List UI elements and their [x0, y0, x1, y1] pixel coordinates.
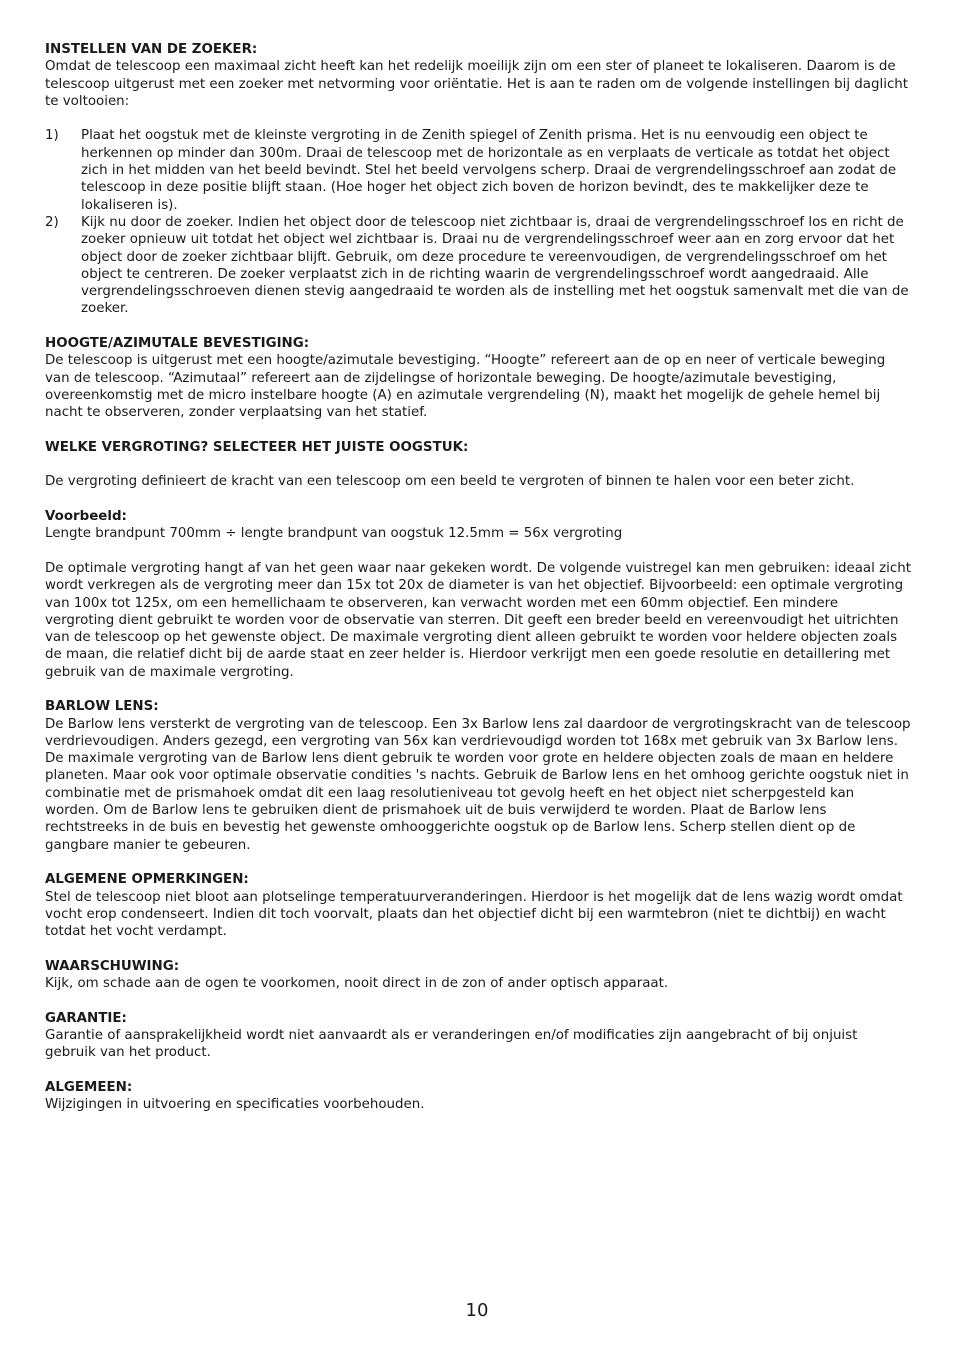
- paragraph: Garantie of aansprakelijkheid wordt niet aanvaardt als er veranderingen en/of modificaties zijn aangebracht of bij onjuist gebruik van het product.: [45, 1027, 858, 1061]
- section: [45, 958, 911, 993]
- step-item: [45, 127, 911, 213]
- paragraph: De Barlow lens versterkt de vergroting van de telescoop. Een 3x Barlow lens zal daardoor de vergrotingskracht van de telescoop verdrievoudigen. Anders gezegd, een vergroting van 56x kan verdrievoudigd worden tot 168x met gebruik van 3x Barlow lens. De maximale vergroting van de Barlow lens dient gebruik te worden voor grote en heldere objecten zoals de maan en heldere planeten. Maar ook voor optimale observatie condities 's nachts. Gebruik de Barlow lens en het omhoog gerichte oogstuk niet in combinatie met de prismahoek omdat dit een laag resolutieniveau tot gevolg heeft en het object niet scherpgesteld kan worden. Om de Barlow lens te gebruiken dient de prismahoek uit de buis verwijderd te worden. Plaat de Barlow lens rechtstreeks in de buis en bevestig het gewenste omhooggerichte oogstuk op de Barlow lens. Scherp stellen dient op de gangbare manier te gebeuren.: [45, 716, 911, 853]
- paragraph: Wijzigingen in uitvoering en specificaties voorbehouden.: [45, 1097, 425, 1113]
- paragraph: Kijk, om schade aan de ogen te voorkomen, nooit direct in de zon of ander optisch apparaat.: [45, 976, 669, 992]
- section-heading: WELKE VERGROTING? SELECTEER HET JUISTE OOGSTUK:: [45, 439, 469, 455]
- page-number: 10: [465, 1300, 489, 1321]
- section: [45, 1079, 911, 1114]
- document-body: [45, 41, 911, 1131]
- section: [45, 335, 911, 421]
- numbered-steps: [45, 127, 911, 317]
- section-heading: BARLOW LENS:: [45, 699, 159, 715]
- paragraph: De optimale vergroting hangt af van het geen waar naar gekeken wordt. De volgende vuistregel kan men gebruiken: ideaal zicht wordt verkregen als de vergroting meer dan 15x tot 20x de diameter is van het objectief. Bijvoorbeeld: een optimale vergroting van 100x tot 125x, om een hemellichaam te observeren, kan verwacht worden met een 60mm objectief. Een mindere vergroting dient gebruikt te worden voor de observatie van sterren. Dit geeft een breder beeld en vereenvoudigt het uitrichten van de telescoop op het gewenste object. De maximale vergroting dient alleen gebruikt te worden voor heldere objecten zoals de maan, die relatief dicht bij de aarde staat en zeer helder is. Hierdoor verkrijgt men een goede resolutie en detaillering met gebruik van de maximale vergroting.: [45, 560, 911, 680]
- section: [45, 508, 911, 681]
- step-text: Plaat het oogstuk met de kleinste vergroting in de Zenith spiegel of Zenith prisma. Het is nu eenvoudig een object te herkennen op minder dan 300m. Draai de telescoop met de horizontale as en verplaats de verticale as totdat het object zich in het midden van het beeld bevindt. Stel het beeld vervolgens scherp. Draai de vergrendelingsschroef aan zodat de telescoop in deze positie blijft staan. (Hoe hoger het object zich boven de horizon bevindt, des te makkelijker deze te lokaliseren is).: [81, 128, 897, 213]
- spacer: [45, 456, 911, 473]
- step-text: Kijk nu door de zoeker. Indien het object door de telescoop niet zichtbaar is, draai de vergrendelingsschroef los en richt de zoeker opnieuw uit totdat het object wel zichtbaar is. Draai nu de vergrendelingsschroef weer aan en zorg ervoor dat het object door de zoeker zichtbaar blijft. Gebruik, om deze procedure te vereenvoudigen, de vergrendelingsschroef om het object te centreren. De zoeker verplaatst zich in de richting waarin de vergrendelingsschroef wordt aangedraaid. Alle vergrendelingsschroeven dienen stevig aangedraaid te worden als de instelling met het oogstuk samenvalt met die van de zoeker.: [81, 214, 909, 317]
- paragraph: De telescoop is uitgerust met een hoogte/azimutale bevestiging. “Hoogte” refereert aan de op en neer of verticale beweging van de telescoop. “Azimutaal” refereert aan de zijdelingse of horizontale beweging. De hoogte/azimutale bevestiging, overeenkomstig met de micro instelbare hoogte (A) en azimutale vergrendeling (N), maakt het mogelijk de gehele hemel bij nacht te observeren, zonder verplaatsing van het statief.: [45, 353, 886, 421]
- section-heading: GARANTIE:: [45, 1010, 127, 1026]
- paragraph: Stel de telescoop niet bloot aan plotselinge temperatuurveranderingen. Hierdoor is het mogelijk dat de lens wazig wordt omdat vocht erop condenseert. Indien dit toch voorvalt, plaats dan het objectief dicht bij een warmtebron (niet te dichtbij) en wacht totdat het vocht verdampt.: [45, 889, 903, 940]
- section-heading: ALGEMENE OPMERKINGEN:: [45, 872, 249, 888]
- section: [45, 871, 911, 940]
- paragraph: Omdat de telescoop een maximaal zicht heeft kan het redelijk moeilijk zijn om een ster of planeet te lokaliseren. Daarom is de telescoop uitgerust met een zoeker met netvorming voor oriëntatie. Het is aan te raden om de volgende instellingen bij daglicht te voltooien:: [45, 59, 909, 109]
- paragraph: De vergroting definieert de kracht van een telescoop om een beeld te vergroten of binnen te halen voor een beter zicht.: [45, 474, 855, 490]
- section-heading: WAARSCHUWING:: [45, 958, 180, 974]
- section-heading: INSTELLEN VAN DE ZOEKER:: [45, 42, 258, 57]
- step-number: 1): [45, 128, 59, 144]
- paragraph: Lengte brandpunt 700mm ÷ lengte brandpunt van oogstuk 12.5mm = 56x vergroting: [45, 526, 623, 542]
- section-heading: Voorbeeld:: [45, 509, 127, 525]
- section: [45, 1010, 911, 1062]
- section: [45, 41, 911, 318]
- section-heading: HOOGTE/AZIMUTALE BEVESTIGING:: [45, 336, 310, 352]
- section: [45, 698, 911, 854]
- section-heading: ALGEMEEN:: [45, 1079, 133, 1095]
- step-item: [45, 214, 911, 318]
- section: [45, 439, 911, 491]
- step-number: 2): [45, 214, 59, 230]
